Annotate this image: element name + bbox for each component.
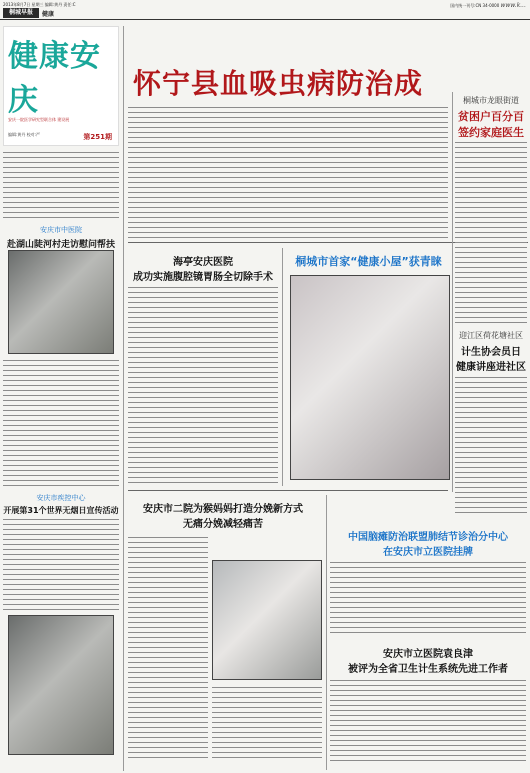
sidebar-kicker: 桐城市龙眼街道 <box>463 96 519 105</box>
sidebar2-kicker: 迎江区荷花塘社区 <box>459 331 523 340</box>
divider <box>128 490 448 491</box>
text-column <box>128 535 208 760</box>
newspaper-logo: 桐城早报 <box>3 8 39 18</box>
date-line: 2013年8月7日 星期三 编辑:黄丹 责任:C <box>3 2 76 7</box>
text-column <box>128 285 278 485</box>
sidebar-article <box>455 95 527 140</box>
article-f-headline-2: 在安庆市立医院挂牌 <box>383 547 473 558</box>
column-divider <box>452 92 453 492</box>
sidebar2-headline-1: 计生协会员日 <box>461 347 521 358</box>
text-column <box>455 375 527 515</box>
main-headline: 怀宁县血吸虫病防治成 <box>132 67 423 100</box>
article-g-headline-1: 安庆市立医院袁良津 <box>383 649 473 660</box>
article-e-photo <box>212 560 322 680</box>
article-e-headline-1: 安庆市二院为猴妈妈打造分娩新方式 <box>143 504 303 515</box>
article-g-headline-2: 被评为全省卫生计生系统先进工作者 <box>348 664 508 675</box>
column-divider <box>282 248 283 486</box>
page-title: 健康安庆 <box>8 39 101 118</box>
text-column <box>3 517 119 612</box>
website: www.k... <box>500 2 526 9</box>
article-c-headline-2: 成功实施腹腔镜胃肠全切除手术 <box>133 272 273 283</box>
article-b-photo <box>8 615 114 755</box>
article-a-photo <box>8 250 114 354</box>
article-a-kicker: 安庆市中医院 <box>40 226 82 234</box>
text-column <box>3 358 119 490</box>
article-d-photo <box>290 275 450 480</box>
page-masthead <box>3 26 119 146</box>
text-column <box>330 560 526 635</box>
article-b-kicker: 安庆市疾控中心 <box>36 494 86 502</box>
top-bar <box>0 0 530 20</box>
text-column <box>3 150 119 222</box>
article-b-headline: 开展第31个世界无烟日宣传活动 <box>3 506 119 515</box>
text-column <box>212 685 322 760</box>
text-column <box>455 140 527 325</box>
article-d-headline: 桐城市首家“健康小屋”获青睐 <box>295 255 442 268</box>
sidebar2-headline-2: 健康讲座进社区 <box>456 362 526 373</box>
article-f-headline-1: 中国脑瘫防治联盟肺结节诊治分中心 <box>348 532 508 543</box>
article-c-headline-1: 海亭安庆医院 <box>173 257 233 268</box>
article-a-headline: 赴湖山陡河村走访慰问帮扶 <box>6 240 115 250</box>
editor-line: 编辑:黄丹 校对:严 <box>8 132 40 137</box>
section-name: 健康 <box>42 11 55 18</box>
sidebar-headline-2: 签约家庭医生 <box>458 126 524 139</box>
column-divider <box>326 495 327 770</box>
text-column <box>330 678 526 763</box>
sidebar-headline-1: 贫困户百分百 <box>458 110 524 123</box>
column-divider <box>123 26 124 771</box>
text-column <box>128 105 448 240</box>
article-e-headline-2: 无痛分娩减轻痛苦 <box>183 519 263 530</box>
masthead-subtitle: 安庆一院医学研究型联合体 建设展 <box>8 117 70 122</box>
issue-number: 第251期 <box>83 133 112 141</box>
top-right-info <box>450 2 526 9</box>
issn-line: 国内统一刊号:CN 34-0000 <box>450 3 500 8</box>
